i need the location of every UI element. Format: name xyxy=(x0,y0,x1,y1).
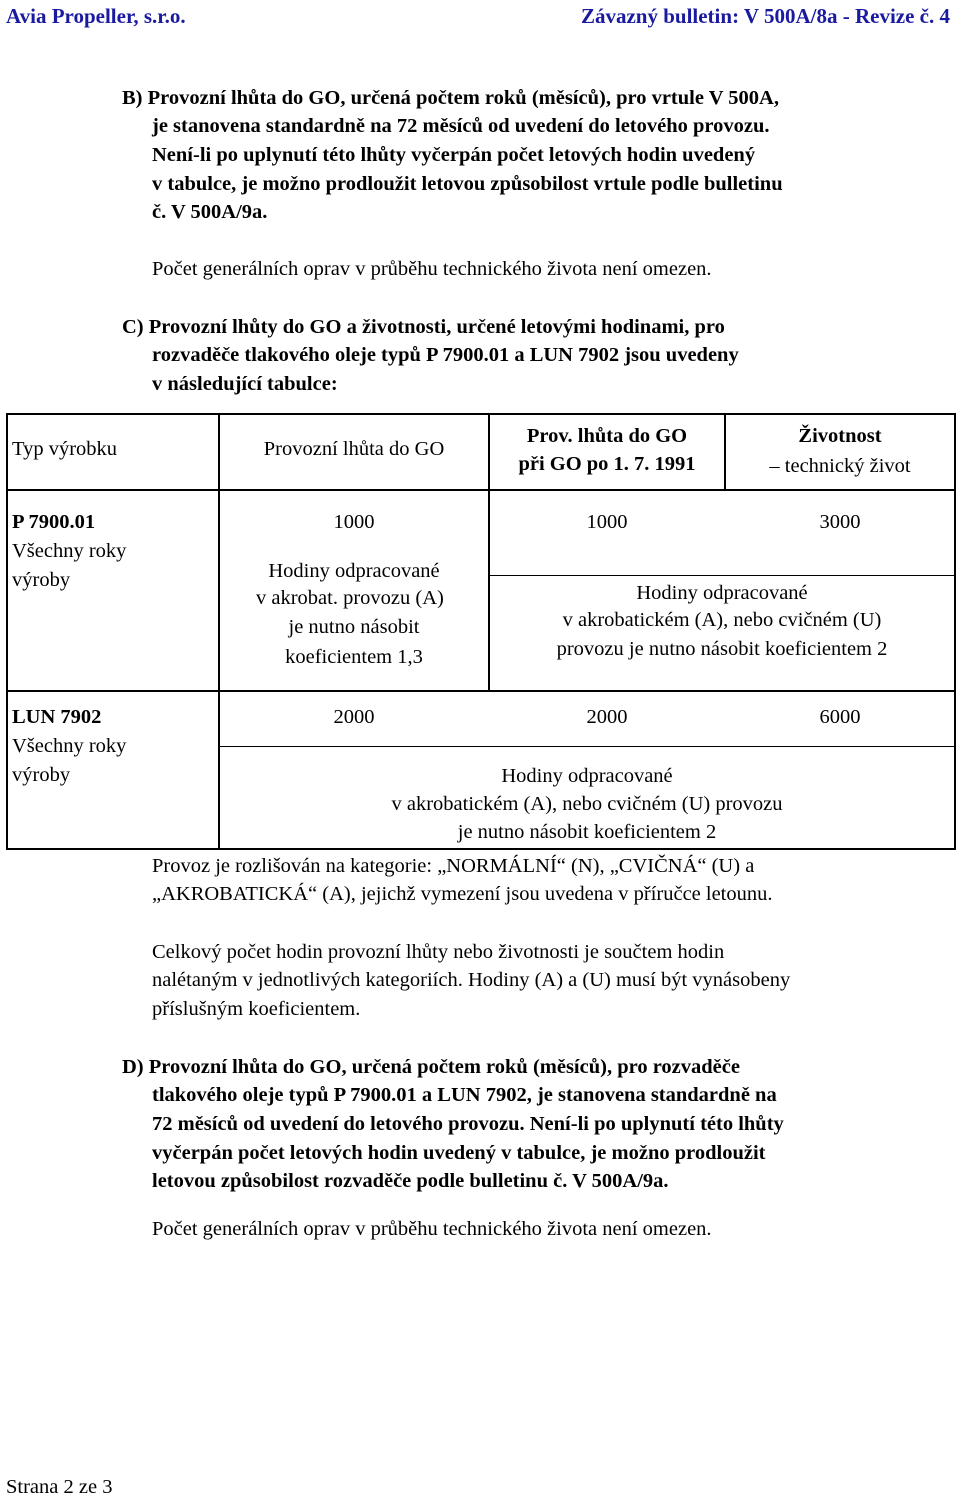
section-b-line: je stanovena standardně na 72 měsíců od uvedení do letového provozu. xyxy=(152,115,770,137)
row-note: v akrobatickém (A), nebo cvičném (U) xyxy=(562,609,882,631)
row-tbo-note: Hodiny odpracované xyxy=(268,560,440,582)
row-years: Všechny roky xyxy=(12,735,127,757)
section-b-line: č. V 500A/9a. xyxy=(152,201,268,223)
category-line: Provoz je rozlišován na kategorie: „NORMÁLNÍ“ (N), „CVIČNÁ“ (U) a xyxy=(152,855,755,877)
section-c-line: rozvaděče tlakového oleje typů P 7900.01 a LUN 7902 jsou uvedeny xyxy=(152,344,739,366)
section-b-line: Není-li po uplynutí této lhůty vyčerpán počet letových hodin uvedený xyxy=(152,144,756,166)
row-note: je nutno násobit koeficientem 2 xyxy=(457,821,717,843)
total-line: Celkový počet hodin provozní lhůty nebo životnosti je součtem hodin xyxy=(152,941,725,963)
row-note: v akrobatickém (A), nebo cvičném (U) provozu xyxy=(391,793,783,815)
row-tbo-value: 2000 xyxy=(333,706,375,728)
header-tbo: Provozní lhůta do GO xyxy=(263,438,445,460)
table-left-border xyxy=(6,413,8,850)
row-note: provozu je nutno násobit koeficientem 2 xyxy=(556,638,888,660)
section-c-line: C) Provozní lhůty do GO a životnosti, určené letovými hodinami, pro xyxy=(122,316,725,338)
row-years: Všechny roky xyxy=(12,540,127,562)
table-top-border xyxy=(6,413,956,415)
section-d-note: Počet generálních oprav v průběhu technického života není omezen. xyxy=(152,1218,712,1240)
row-life-value: 3000 xyxy=(819,511,861,533)
table-header-border xyxy=(6,489,956,491)
row-years: výroby xyxy=(12,764,71,786)
header-prov-line1: Prov. lhůta do GO xyxy=(526,425,688,447)
header-type: Typ výrobku xyxy=(12,438,118,460)
company-name: Avia Propeller, s.r.o. xyxy=(6,4,186,28)
section-b-note: Počet generálních oprav v průběhu technického života není omezen. xyxy=(152,258,712,280)
bulletin-title: Závazný bulletin: V 500A/8a - Revize č. 4 xyxy=(580,4,950,28)
section-d-line: tlakového oleje typů P 7900.01 a LUN 7902, je stanovena standardně na xyxy=(152,1084,777,1106)
header-life-line2: – technický život xyxy=(769,455,911,477)
header-prov-line2: při GO po 1. 7. 1991 xyxy=(518,453,696,475)
section-b-line: v tabulce, je možno prodloužit letovou způsobilost vrtule podle bulletinu xyxy=(152,173,783,195)
total-line: nalétaným v jednotlivých kategoriích. Hodiny (A) a (U) musí být vynásobeny xyxy=(152,969,791,991)
section-d-line: 72 měsíců od uvedení do letového provozu. Není-li po uplynutí této lhůty xyxy=(152,1113,784,1135)
category-line: „AKROBATICKÁ“ (A), jejichž vymezení jsou uvedena v příručce letounu. xyxy=(152,883,773,905)
row-tbo-value: 1000 xyxy=(333,511,375,533)
row-prov-value: 2000 xyxy=(586,706,628,728)
row-note: Hodiny odpracované xyxy=(636,582,808,604)
row-tbo-note: koeficientem 1,3 xyxy=(285,646,423,668)
header-life-line1: Životnost xyxy=(798,425,882,447)
section-d-line: vyčerpán počet letových hodin uvedený v tabulce, je možno prodloužit xyxy=(152,1142,766,1164)
row-product-name: P 7900.01 xyxy=(12,511,96,533)
table-inner-divider xyxy=(488,575,954,576)
row-years: výroby xyxy=(12,569,71,591)
section-c-line: v následující tabulce: xyxy=(152,373,338,395)
row-tbo-note: v akrobat. provozu (A) xyxy=(256,587,444,609)
table-inner-divider xyxy=(218,746,954,747)
row-tbo-note: je nutno násobit xyxy=(288,616,420,638)
row-note: Hodiny odpracované xyxy=(501,765,673,787)
section-d-line: letovou způsobilost rozvaděče podle bulletinu č. V 500A/9a. xyxy=(152,1170,669,1192)
table-row-border xyxy=(6,690,956,692)
section-d-line: D) Provozní lhůta do GO, určená počtem roků (měsíců), pro rozvaděče xyxy=(122,1056,740,1078)
row-product-name: LUN 7902 xyxy=(12,706,102,728)
table-bottom-border xyxy=(6,848,956,850)
row-life-value: 6000 xyxy=(819,706,861,728)
page-number: Strana 2 ze 3 xyxy=(6,1476,113,1498)
row-prov-value: 1000 xyxy=(586,511,628,533)
total-line: příslušným koeficientem. xyxy=(152,998,361,1020)
section-b-line: B) Provozní lhůta do GO, určená počtem roků (měsíců), pro vrtule V 500A, xyxy=(122,87,779,109)
table-right-border xyxy=(954,413,956,850)
